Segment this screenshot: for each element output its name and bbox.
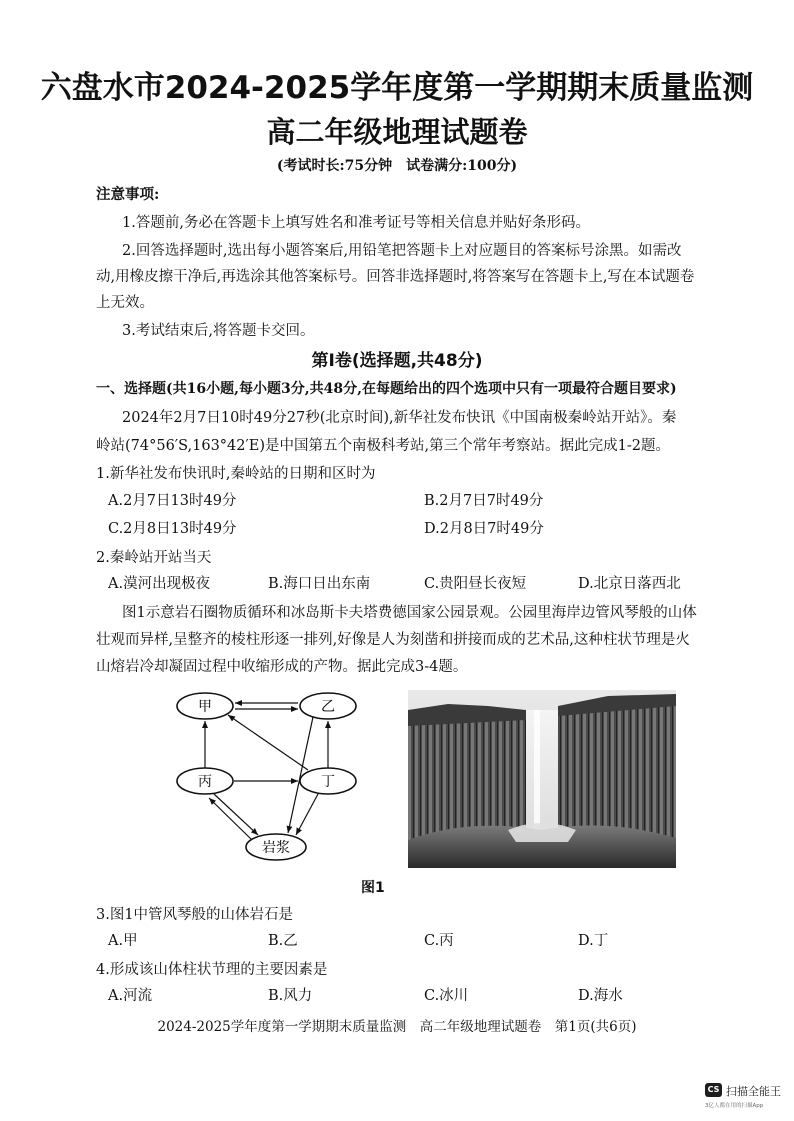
passage-line: 岭站(74°56′S,163°42′E)是中国第五个南极科考站,第三个常年考察站。据此完成1-2题。 (96, 438, 670, 454)
scanner-app-name: 扫描全能王 (726, 1085, 781, 1098)
question-option: A.漠河出现极夜 (108, 576, 211, 592)
question-option: D.北京日落西北 (578, 576, 681, 592)
notes-item: 3.考试结束后,将答题卡交回。 (122, 323, 315, 339)
question-option: D.海水 (578, 988, 623, 1004)
rock-cycle-diagram (168, 684, 378, 864)
scanner-tagline: 3亿人都在用的扫描App (705, 1103, 764, 1109)
section-title: 第Ⅰ卷(选择题,共48分) (311, 351, 483, 371)
question-option: C.丙 (424, 933, 454, 949)
passage-line: 壮观而异样,呈整齐的棱柱形逐一排列,好像是人为刻凿和拼接而成的艺术品,这种柱状节理是火 (96, 632, 690, 648)
page-footer: 2024-2025学年度第一学期期末质量监测 高二年级地理试题卷 第1页(共6页) (157, 1019, 637, 1035)
question-option: B.风力 (268, 988, 313, 1004)
question-stem: 3.图1中管风琴般的山体岩石是 (96, 907, 294, 923)
notes-heading: 注意事项: (96, 186, 160, 203)
question-stem: 1.新华社发布快讯时,秦岭站的日期和区时为 (96, 466, 376, 482)
question-option: A.2月7日13时49分 (108, 493, 237, 509)
basalt-waterfall-photo (408, 690, 676, 868)
passage-line: 图1示意岩石圈物质循环和冰岛斯卡夫塔费德国家公园景观。公园里海岸边管风琴般的山体 (122, 605, 697, 621)
question-option: B.海口日出东南 (268, 576, 371, 592)
node-label: 甲 (198, 699, 212, 715)
notes-item: 1.答题前,务必在答题卡上填写姓名和准考证号等相关信息并贴好条形码。 (122, 215, 590, 231)
figure-label: 图1 (361, 880, 385, 896)
node-label: 乙 (321, 699, 335, 715)
question-option: B.乙 (268, 933, 298, 949)
node-label: 丁 (321, 774, 335, 790)
notes-item: 动,用橡皮擦干净后,再选涂其他答案标号。回答非选择题时,将答案写在答题卡上,写在本试题卷 (96, 269, 695, 285)
exam-duration-info: (考试时长:75分钟 试卷满分:100分) (276, 158, 518, 174)
passage-line: 2024年2月7日10时49分27秒(北京时间),新华社发布快讯《中国南极秦岭站开站》。秦 (122, 410, 677, 426)
notes-item: 上无效。 (96, 295, 154, 311)
section-instruction: 一、选择题(共16小题,每小题3分,共48分,在每题给出的四个选项中只有一项最符合题目要求) (96, 381, 677, 397)
question-stem: 2.秦岭站开站当天 (96, 550, 212, 566)
scanner-watermark (705, 1081, 789, 1115)
question-option: C.贵阳昼长夜短 (424, 576, 527, 592)
node-label: 丙 (198, 774, 212, 790)
question-stem: 4.形成该山体柱状节理的主要因素是 (96, 962, 328, 978)
node-label: 岩浆 (262, 840, 290, 856)
notes-item: 2.回答选择题时,选出每小题答案后,用铅笔把答题卡上对应题目的答案标号涂黑。如需改 (122, 243, 682, 259)
question-option: C.冰川 (424, 988, 469, 1004)
exam-subject-title: 高二年级地理试题卷 (266, 115, 528, 149)
question-option: A.河流 (108, 988, 153, 1004)
question-option: D.丁 (578, 933, 609, 949)
camscanner-icon: CS (705, 1083, 722, 1097)
exam-title: 六盘水市2024-2025学年度第一学期期末质量监测 (40, 70, 754, 106)
question-option: A.甲 (108, 933, 138, 949)
question-option: D.2月8日7时49分 (424, 521, 544, 537)
question-option: B.2月7日7时49分 (424, 493, 544, 509)
passage-line: 山熔岩冷却凝固过程中收缩形成的产物。据此完成3-4题。 (96, 659, 468, 675)
question-option: C.2月8日13时49分 (108, 521, 237, 537)
